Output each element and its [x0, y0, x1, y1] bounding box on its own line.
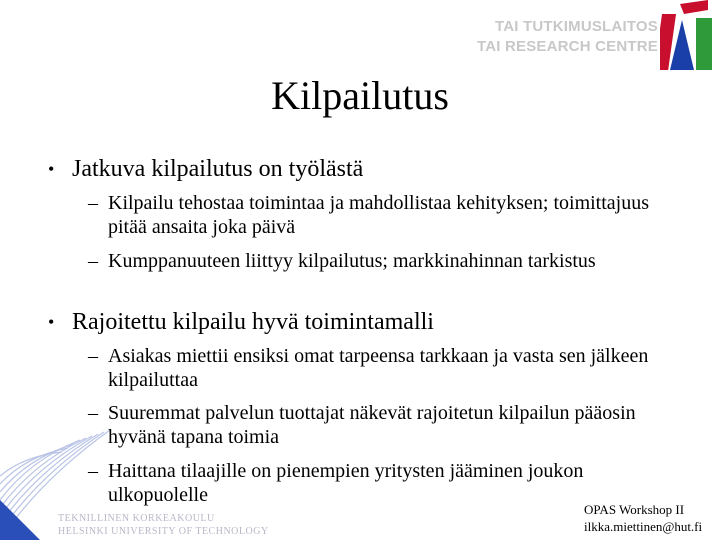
bullet-1-text: Jatkuva kilpailutus on työlästä	[72, 156, 364, 182]
header-institute-english: TAI RESEARCH CENTRE	[476, 38, 658, 55]
footer-event-name: OPAS Workshop II	[584, 502, 685, 517]
footer-email: ilkka.miettinen@hut.fi	[584, 519, 703, 534]
bullet-1-sub-2-text: Kumppanuuteen liittyy kilpailutus; markkinahinnan tarkistus	[108, 250, 596, 272]
dash-icon: –	[88, 345, 98, 367]
bullet-dot-icon: •	[48, 312, 55, 332]
bullet-2-text: Rajoitettu kilpailu hyvä toimintamalli	[72, 309, 434, 335]
dash-icon: –	[88, 250, 98, 272]
dash-icon: –	[88, 460, 98, 482]
footer-university-finnish: TEKNILLINEN KORKEAKOULU	[58, 513, 215, 524]
header-institute-finnish: TAI TUTKIMUSLAITOS	[494, 18, 658, 35]
bullet-2-sub-2-text: Suuremmat palvelun tuottajat näkevät rajoitetun kilpailun pääosin hyvänä tapana toimia	[108, 402, 636, 448]
footer-university-english: HELSINKI UNIVERSITY OF TECHNOLOGY	[58, 526, 269, 537]
bullet-2-sub-3-text: Haittana tilaajille on pienempien yritysten jääminen joukon ulkopuolelle	[108, 460, 584, 506]
bullet-dot-icon: •	[48, 159, 55, 179]
dash-icon: –	[88, 402, 98, 424]
slide-title: Kilpailutus	[271, 73, 449, 118]
tai-logo-icon	[660, 0, 720, 75]
bullet-2-sub-1-text: Asiakas miettii ensiksi omat tarpeensa tarkkaan ja vasta sen jälkeen kilpailuttaa	[108, 345, 649, 391]
dash-icon: –	[88, 192, 98, 214]
bullet-1-sub-1-text: Kilpailu tehostaa toimintaa ja mahdollistaa kehityksen; toimittajuus pitää ansaita joka päivä	[108, 192, 650, 238]
